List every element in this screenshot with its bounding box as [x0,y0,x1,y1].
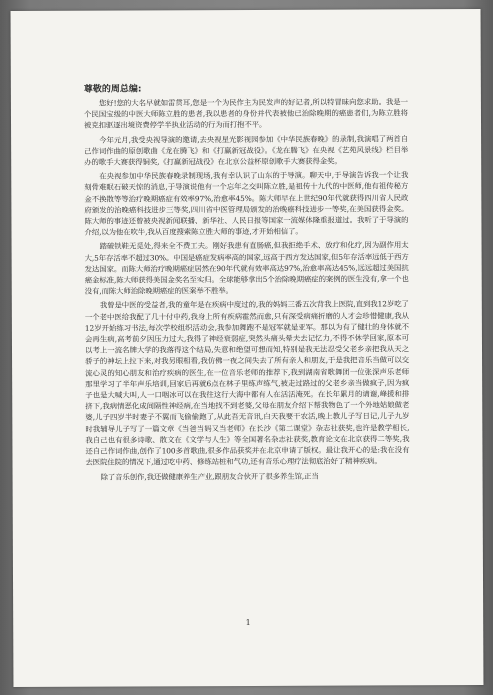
letter-salutation: 尊敬的周总编: [83,84,142,95]
paragraph-2: 今年元月,我受央视导演的邀请,去央视星光影视园参加《中华民族春晚》的录制,我演唱了两首自己作词作曲的原创歌曲《龙在腾飞》和《打赢新冠战役》。《龙在腾飞》在央视《艺苑风景线》栏目举办的歌手大赛获得铜奖,《打赢新冠战役》在北京公益杯原创歌手大赛获得金奖。 [84,133,409,167]
paragraph-1: 您好!您的大名早就如雷贯耳,您是一个为民作主为民发声的好记者,所以特冒昧向您求助。我是一个民国宝级的中医大师陈立胜的患者,我以患者的身份并代表被他已治除晚期的癌患者们,为陈立胜将被克扣驱逐出境资费停学半执业活动的行为而打抱不平。 [83,97,408,131]
document-page [11,9,484,687]
letter-body [84,82,410,485]
paragraph-6: 除了音乐创作,我还做健康养生产业,跟朋友合伙开了很多养生馆,正当 [100,471,319,482]
paragraph-4: 踏破铁鞋无觅处,得来全不费工夫。刚好我患有直肠癌,但我拒绝手术、放疗和化疗,因为副作用太大,5年存活率不超过30%。中国是癌症发病率高的国家,远高于西方发达国家,但5年存活率远低于西方发达国家。而陈大师治疗晚期癌症居然在90年代就有效率高达97%,治愈率高达45%,远远超过美国抗癌金标准,陈大师获得美国金奖名至实归。全球能够拿出5个治除晚期癌症的案例的医生没有,拿一个也没有,而陈大师治除晚期癌症的医案举不胜举。 [84,240,409,296]
page-number: 1 [245,617,251,628]
paragraph-3: 在央视参加中华民族春晚录制现场,我有幸认识了山东的于导演。聊天中,于导演告诉我一个让我刻骨难眠石破天惊的消息,于导演说他有一个忘年之交叫陈立胜,是祖传十九代的中医师,他有祖传秘方金不换散等等治疗晚期癌症有效率97%,治愈率45%。陈大师早在上世纪90年代就获得四川省人民政府颁发的治晚癌科技进步三等奖,四川省中医管理局颁发的治晚癌科技进步一等奖,在美国获得金奖。陈大师的事迹还曾被央视新闻联播、新华社、人民日报等国家一流媒体隆重报道过。我听了于导演的介绍,以为他在吹牛,我从百度搜索陈立胜大师的事迹,才开始相信了。 [84,170,409,237]
paragraph-5: 我曾是中医的受益者,我的童年是在疾病中度过的,我的妈妈三番五次背我上医院,直到我12岁吃了一个老中医给我配了几十付中药,我身上所有疾病霍然而愈,只有深受病痛折磨的人才会珍惜健康,我从12岁开始练习书法,每次学校组织活动会,我参加舞跑不是冠军就是亚军。那以为有了健壮的身体就不会再生病,高考前夕因压力过大,我得了神经衰弱症,突然头痛头晕夫去记忆力,不得不休学回家,原本可以考上一流名牌大学的我落得这个结局,失意和绝望可想而知,特别是我无法忍受父老乡亲把我从天之骄子的神坛上拉下来,对我另眼相看,我仿佛一夜之间失去了所有亲人和朋友,于是我把音乐当做可以交流心灵的知心朋友和治疗疾病的医生,在一位音乐老师的推荐下,我到湖南省歌舞团一位张深声乐老师那里学习了半年声乐培训,回家后再就6点在林子里练声练气,被走过路过的父老乡亲当做疯子,因为疯子也是大喊大叫,人一口咽冰可以在我往这行大海中都有人在活活淹死。在长年累月的请谢,峰援和排挤下,我病情恶化成间隔性神经病,在当地找不到老婆,父母在朋友介绍下帮我物色了一个外地姑娘做老婆,儿子四岁半时妻子不翼而飞偷偷跑了,从此吾无音讯,白天我要干农活,晚上教儿子写日记,儿子九岁时我辅导儿子写了一篇文章《当爸当妈又当老师》在长沙《第二课堂》杂志社获奖,也许是教学相长,我自己也有很多诗歌、散文在《文学与人生》等全国著名杂志社获奖,教育论文在北京获得二等奖,我还自己作词作曲,创作了100多首歌曲,很多作品获奖并在北京申请了版权。最让我开心的是:我在没有去医院住院的情况下,通过吃中药、修练站桩和气功,还有音乐心理疗法彻底治好了精神疾病。 [84,299,410,468]
